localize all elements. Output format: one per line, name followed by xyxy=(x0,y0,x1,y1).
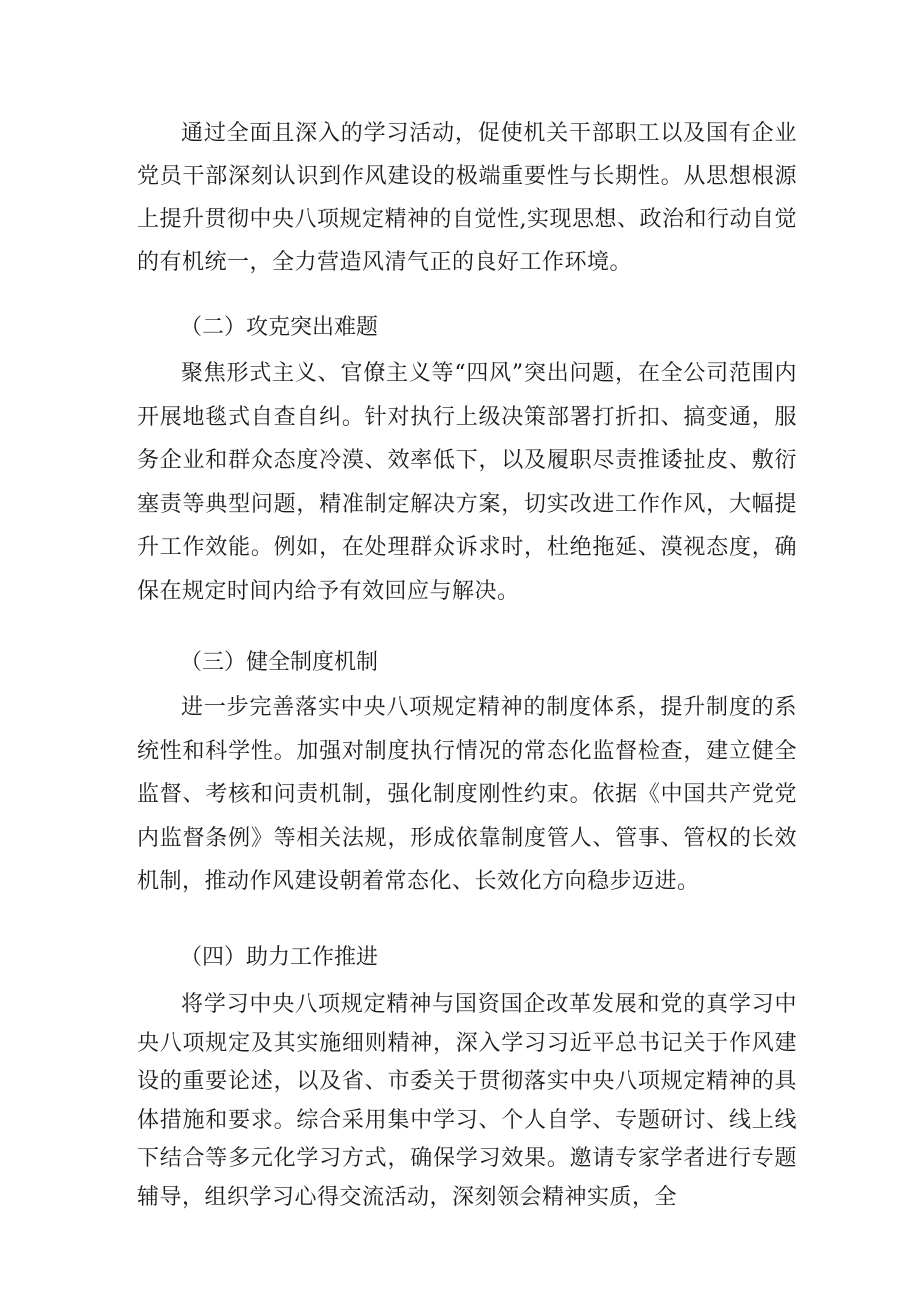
section-heading-2: （二）攻克突出难题 xyxy=(180,315,379,340)
body-paragraph-4: 将学习中央八项规定精神与国资国企改革发展和党的真学习中央八项规定及其实施细则精神，深入学习习近平总书记关于作风建设的重要论述，以及省、市委关于贯彻落实中央八项规定精神的具体措施和要求。综合采用集中学习、个人自学、专题研讨、线上线下结合等多元化学习方式，确保学习效果。邀请专家学者进行专题辅导，组织学习心得交流活动，深刻领会精神实质，全 xyxy=(137,992,797,1210)
body-paragraph-2: 聚焦形式主义、官僚主义等“四风”突出问题，在全公司范围内开展地毯式自查自纠。针对执行上级决策部署打折扣、搞变通，服务企业和群众态度冷漠、效率低下，以及履职尽责推诿扯皮、敷衍塞责等典型问题，精准制定解决方案，切实改进工作作风，大幅提升工作效能。例如，在处理群众诉求时，杜绝拖延、漠视态度，确保在规定时间内给予有效回应与解决。 xyxy=(137,361,797,604)
paragraph-block-3 xyxy=(137,686,797,904)
body-paragraph-1: 通过全面且深入的学习活动，促使机关干部职工以及国有企业党员干部深刻认识到作风建设的极端重要性与长期性。从思想根源上提升贯彻中央八项规定精神的自觉性,实现思想、政治和行动自觉的有机统一，全力营造风清气正的良好工作环境。 xyxy=(137,121,797,275)
paragraph-block-4 xyxy=(137,986,797,1217)
paragraph-block-1 xyxy=(137,112,797,284)
section-heading-4: （四）助力工作推进 xyxy=(180,945,379,970)
body-paragraph-3: 进一步完善落实中央八项规定精神的制度体系，提升制度的系统性和科学性。加强对制度执行情况的常态化监督检查，建立健全监督、考核和问责机制，强化制度刚性约束。依据《中国共产党党内监督条例》等相关法规，形成依靠制度管人、管事、管权的长效机制，推动作风建设朝着常态化、长效化方向稳步迈进。 xyxy=(137,695,797,894)
paragraph-block-2 xyxy=(137,352,797,613)
section-heading-3: （三）健全制度机制 xyxy=(180,650,379,675)
